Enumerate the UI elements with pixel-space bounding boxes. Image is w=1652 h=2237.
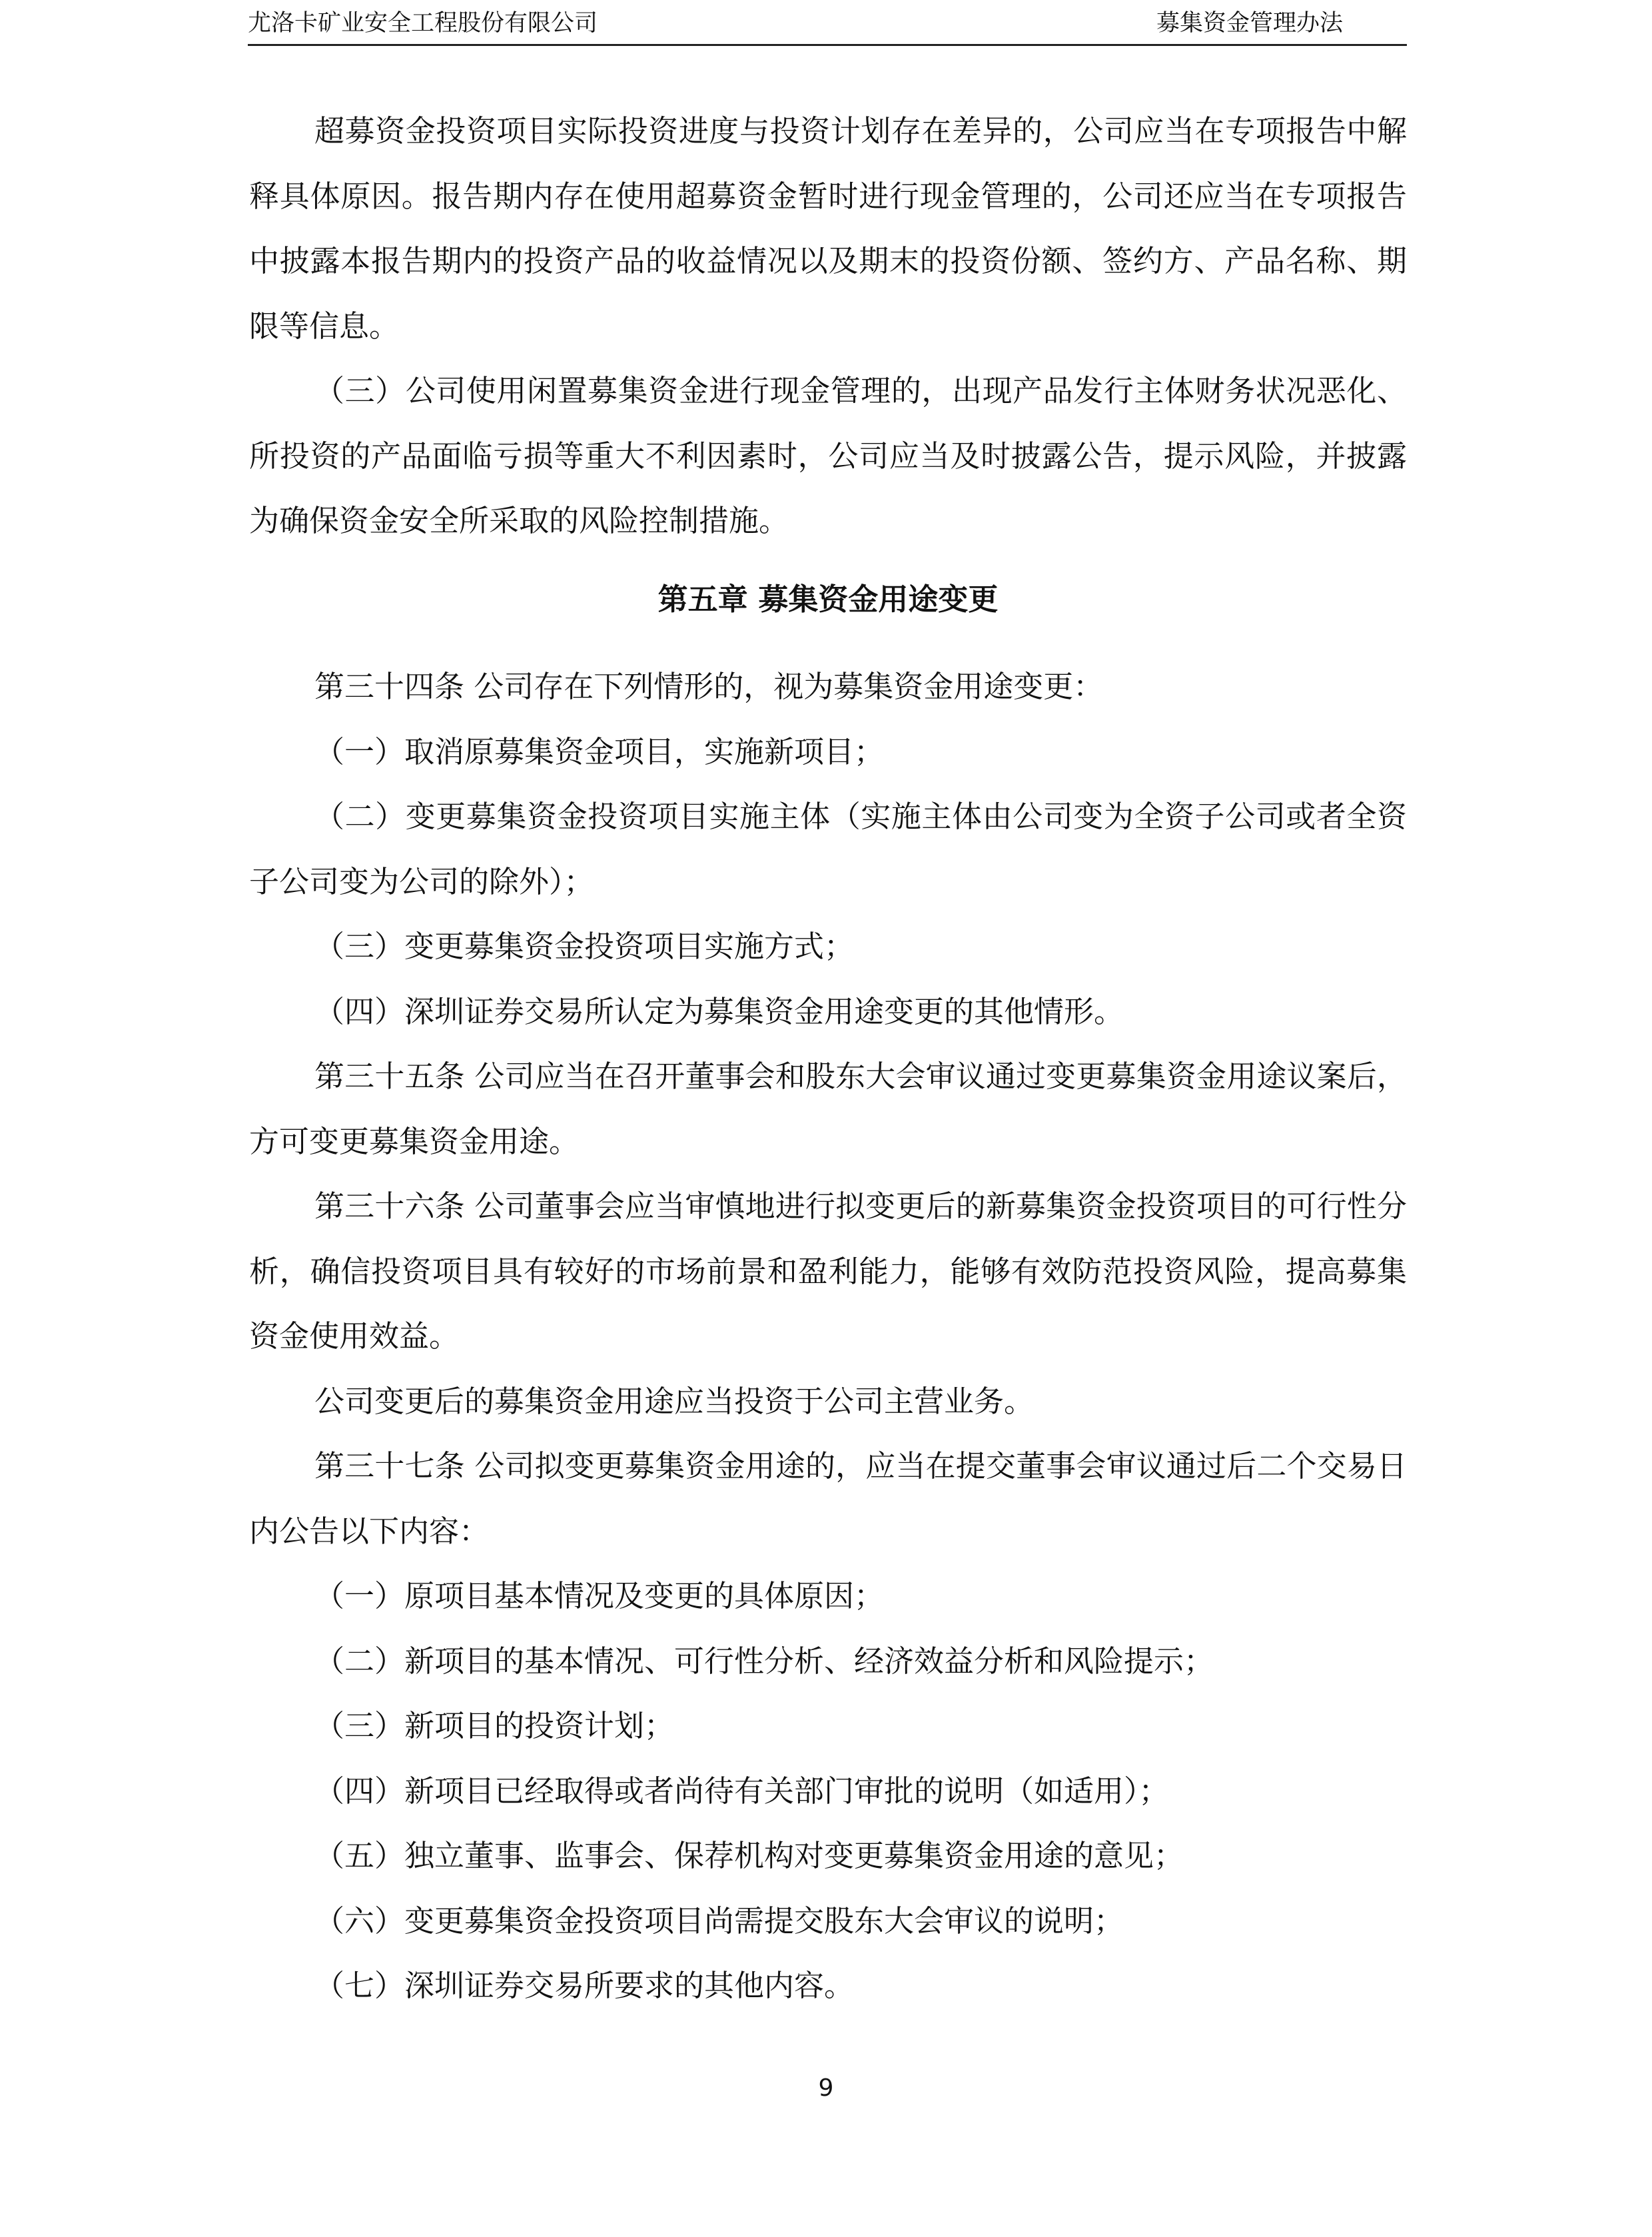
header-document-title: 募集资金管理办法 (1156, 10, 1343, 37)
paragraph-cash-management-risk: （三）公司使用闲置募集资金进行现金管理的，出现产品发行主体财务状况恶化、所投资的产品面临亏损等重大不利因素时，公司应当及时披露公告，提示风险，并披露为确保资金安全所采取的风险控制措施。 (249, 373, 1407, 538)
article-36-paragraph-2: 公司变更后的募集资金用途应当投资于公司主营业务。 (314, 1383, 1034, 1419)
article-34-item-3: （三）变更募集资金投资项目实施方式； (314, 929, 855, 964)
page-number: 9 (818, 2074, 834, 2102)
paragraph-excess-funds-report: 超募资金投资项目实际投资进度与投资计划存在差异的，公司应当在专项报告中解释具体原因。报告期内存在使用超募资金暂时进行现金管理的，公司还应当在专项报告中披露本报告期内的投资产品的收益情况以及期末的投资份额、签约方、产品名称、期限等信息。 (249, 113, 1407, 344)
article-36: 第三十六条 公司董事会应当审慎地进行拟变更后的新募集资金投资项目的可行性分析，确信投资项目具有较好的市场前景和盈利能力，能够有效防范投资风险，提高募集资金使用效益。 (249, 1188, 1407, 1354)
article-34-item-1: （一）取消原募集资金项目，实施新项目； (314, 733, 885, 769)
article-34-item-2: （二）变更募集资金投资项目实施主体（实施主体由公司变为全资子公司或者全资子公司变为公司的除外）； (249, 799, 1407, 899)
article-34-item-4: （四）深圳证券交易所认定为募集资金用途变更的其他情形。 (314, 993, 1124, 1029)
article-37-item-6: （六）变更募集资金投资项目尚需提交股东大会审议的说明； (314, 1903, 1124, 1939)
page-header (248, 5, 1407, 46)
article-37-item-3: （三）新项目的投资计划； (314, 1708, 675, 1743)
article-37-item-5: （五）独立董事、监事会、保荐机构对变更募集资金用途的意见； (314, 1838, 1184, 1873)
header-company-name: 尤洛卡矿业安全工程股份有限公司 (248, 10, 598, 37)
page-body (249, 99, 1407, 2018)
article-34: 第三十四条 公司存在下列情形的，视为募集资金用途变更： (314, 669, 1104, 704)
article-37-item-4: （四）新项目已经取得或者尚待有关部门审批的说明（如适用）； (314, 1773, 1169, 1809)
article-37: 第三十七条 公司拟变更募集资金用途的，应当在提交董事会审议通过后二个交易日内公告以下内容： (249, 1448, 1407, 1549)
article-37-item-2: （二）新项目的基本情况、可行性分析、经济效益分析和风险提示； (314, 1643, 1214, 1679)
article-35: 第三十五条 公司应当在召开董事会和股东大会审议通过变更募集资金用途议案后，方可变更募集资金用途。 (249, 1059, 1407, 1159)
chapter-heading: 第五章 募集资金用途变更 (657, 581, 999, 617)
article-37-item-7: （七）深圳证券交易所要求的其他内容。 (314, 1968, 855, 2003)
article-37-item-1: （一）原项目基本情况及变更的具体原因； (314, 1578, 885, 1613)
